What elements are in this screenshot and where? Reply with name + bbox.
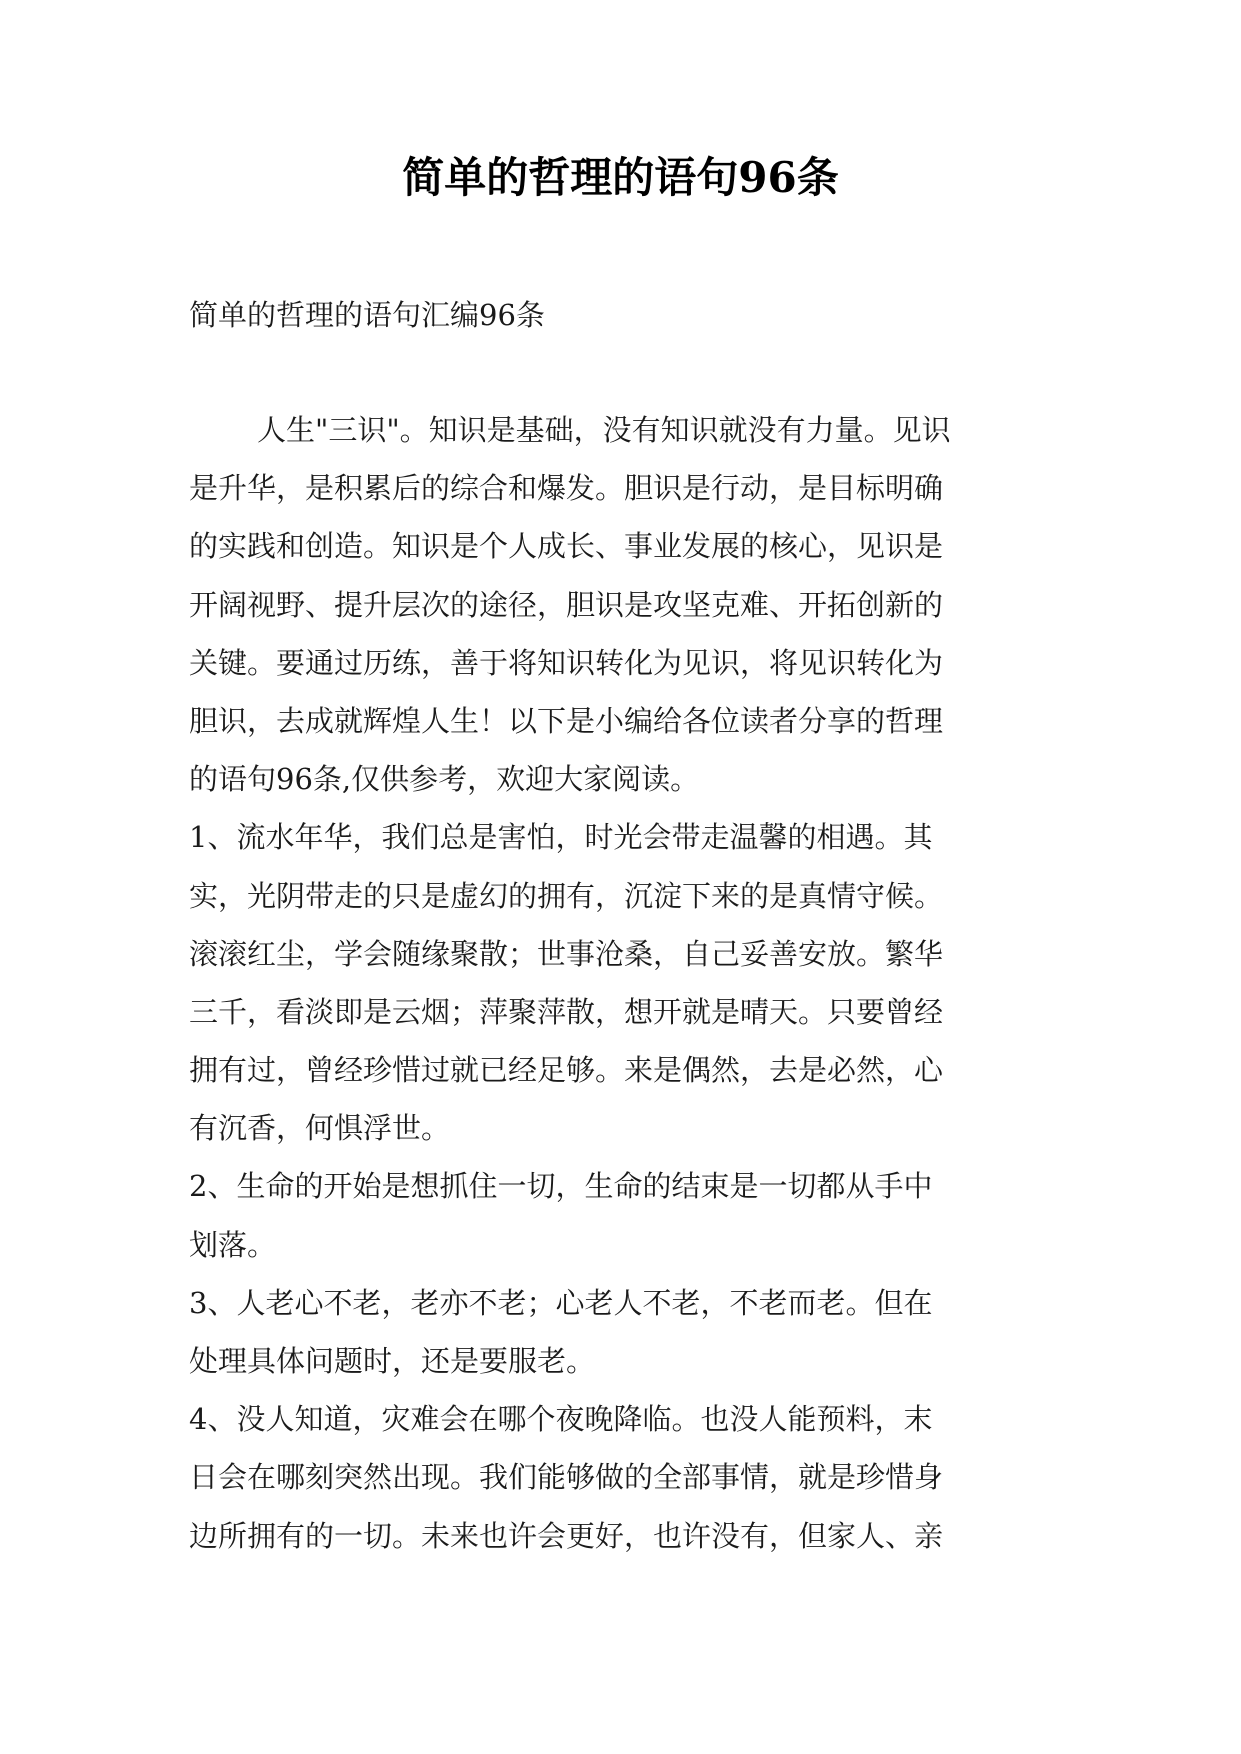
text-line: 日会在哪刻突然出现。我们能够做的全部事情，就是珍惜身 bbox=[189, 1460, 944, 1495]
text-line: 关键。要通过历练，善于将知识转化为见识，将见识转化为 bbox=[189, 645, 944, 680]
text-line: 滚滚红尘，学会随缘聚散；世事沧桑，自己妥善安放。繁华 bbox=[189, 936, 944, 971]
list-item-3 bbox=[189, 1283, 1069, 1399]
list-item-1 bbox=[189, 817, 1069, 1166]
text-line: 处理具体问题时，还是要服老。 bbox=[189, 1344, 596, 1378]
text-line: 是升华，是积累后的综合和爆发。胆识是行动，是目标明确 bbox=[189, 471, 944, 506]
text-line: 2、生命的开始是想抓住一切，生命的结束是一切都从手中 bbox=[189, 1169, 933, 1204]
intro-paragraph bbox=[189, 410, 1069, 817]
text-line: 1、流水年华，我们总是害怕，时光会带走温馨的相遇。其 bbox=[189, 820, 933, 855]
text-line: 的实践和创造。知识是个人成长、事业发展的核心，见识是 bbox=[189, 529, 944, 564]
document-subtitle: 简单的哲理的语句汇编96条 bbox=[189, 298, 545, 332]
text-line: 3、人老心不老，老亦不老；心老人不老，不老而老。但在 bbox=[189, 1285, 933, 1320]
text-line: 的语句96条,仅供参考，欢迎大家阅读。 bbox=[189, 762, 700, 797]
text-line: 胆识，去成就辉煌人生！以下是小编给各位读者分享的哲理 bbox=[189, 703, 944, 738]
document-title: 简单的哲理的语句96条 bbox=[402, 153, 839, 202]
text-line: 人生"三识"。知识是基础，没有知识就没有力量。见识 bbox=[257, 413, 951, 447]
text-line: 有沉香，何惧浮世。 bbox=[189, 1111, 451, 1146]
text-line: 实，光阴带走的只是虚幻的拥有，沉淀下来的是真情守候。 bbox=[189, 878, 944, 913]
text-line: 划落。 bbox=[189, 1227, 277, 1262]
text-line: 边所拥有的一切。未来也许会更好，也许没有，但家人、亲 bbox=[189, 1518, 944, 1553]
list-item-4 bbox=[189, 1399, 1069, 1574]
text-line: 开阔视野、提升层次的途径，胆识是攻坚克难、开拓创新的 bbox=[189, 587, 944, 622]
text-line: 拥有过，曾经珍惜过就已经足够。来是偶然，去是必然，心 bbox=[189, 1053, 944, 1088]
text-line: 三千，看淡即是云烟；萍聚萍散，想开就是晴天。只要曾经 bbox=[189, 994, 944, 1029]
text-line: 4、没人知道，灾难会在哪个夜晚降临。也没人能预料，末 bbox=[189, 1402, 933, 1437]
document-body bbox=[189, 410, 1069, 1574]
list-item-2 bbox=[189, 1166, 1069, 1282]
